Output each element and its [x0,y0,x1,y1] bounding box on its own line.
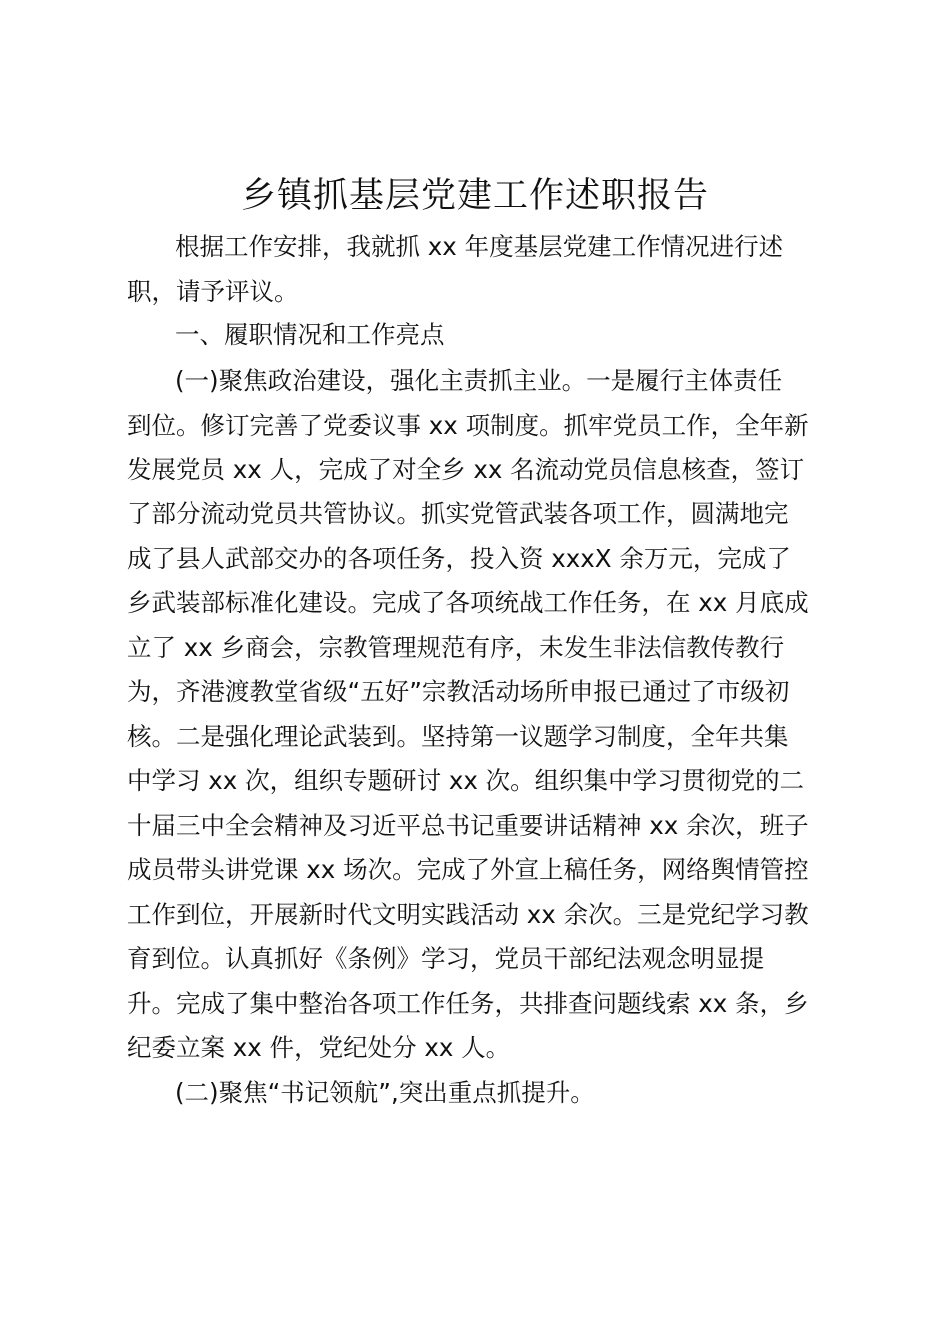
paragraph-body-line-12: 成员带头讲党课 xx 场次。完成了外宣上稿任务，网络舆情管控 [127,855,809,884]
section-heading-2: (二)聚焦“书记领航”,突出重点抓提升。 [175,1078,595,1107]
paragraph-body-line-15: 升。完成了集中整治各项工作任务，共排查问题线索 xx 条，乡 [127,989,809,1018]
paragraph-body-line-3: 发展党员 xx 人，完成了对全乡 xx 名流动党员信息核查，签订 [127,455,805,484]
section-heading-1: 一、履职情况和工作亮点 [175,320,445,349]
paragraph-body-line-5: 成了县人武部交办的各项任务，投入资 xxxX 余万元，完成了 [127,544,791,573]
document-title: 乡镇抓基层党建工作述职报告 [240,176,709,216]
paragraph-body-line-13: 工作到位，开展新时代文明实践活动 xx 余次。三是党纪学习教 [127,900,809,929]
paragraph-body-line-10: 中学习 xx 次，组织专题研讨 xx 次。组织集中学习贯彻党的二 [127,766,805,795]
paragraph-body-line-6: 乡武装部标准化建设。完成了各项统战工作任务，在 xx 月底成 [127,588,809,617]
paragraph-body-line-4: 了部分流动党员共管协议。抓实党管武装各项工作，圆满地完 [127,499,789,528]
paragraph-intro-line-1: 根据工作安排，我就抓 xx 年度基层党建工作情况进行述 [175,232,784,261]
paragraph-body-line-7: 立了 xx 乡商会，宗教管理规范有序，未发生非法信教传教行 [127,633,785,662]
paragraph-body-line-16: 纪委立案 xx 件，党纪处分 xx 人。 [127,1033,511,1062]
paragraph-intro-line-2: 职，请予评议。 [127,277,299,306]
paragraph-body-line-9: 核。二是强化理论武装到。坚持第一议题学习制度，全年共集 [127,722,789,751]
paragraph-body-line-2: 到位。修订完善了党委议事 xx 项制度。抓牢党员工作，全年新 [127,411,809,440]
paragraph-body-line-11: 十届三中全会精神及习近平总书记重要讲话精神 xx 余次，班子 [127,811,809,840]
paragraph-body-line-14: 育到位。认真抓好《条例》学习，党员干部纪法观念明显提 [127,944,764,973]
paragraph-body-line-1: (一)聚焦政治建设，强化主责抓主业。一是履行主体责任 [175,366,783,395]
paragraph-body-line-8: 为，齐港渡教堂省级“五好”宗教活动场所申报已通过了市级初 [127,677,790,706]
